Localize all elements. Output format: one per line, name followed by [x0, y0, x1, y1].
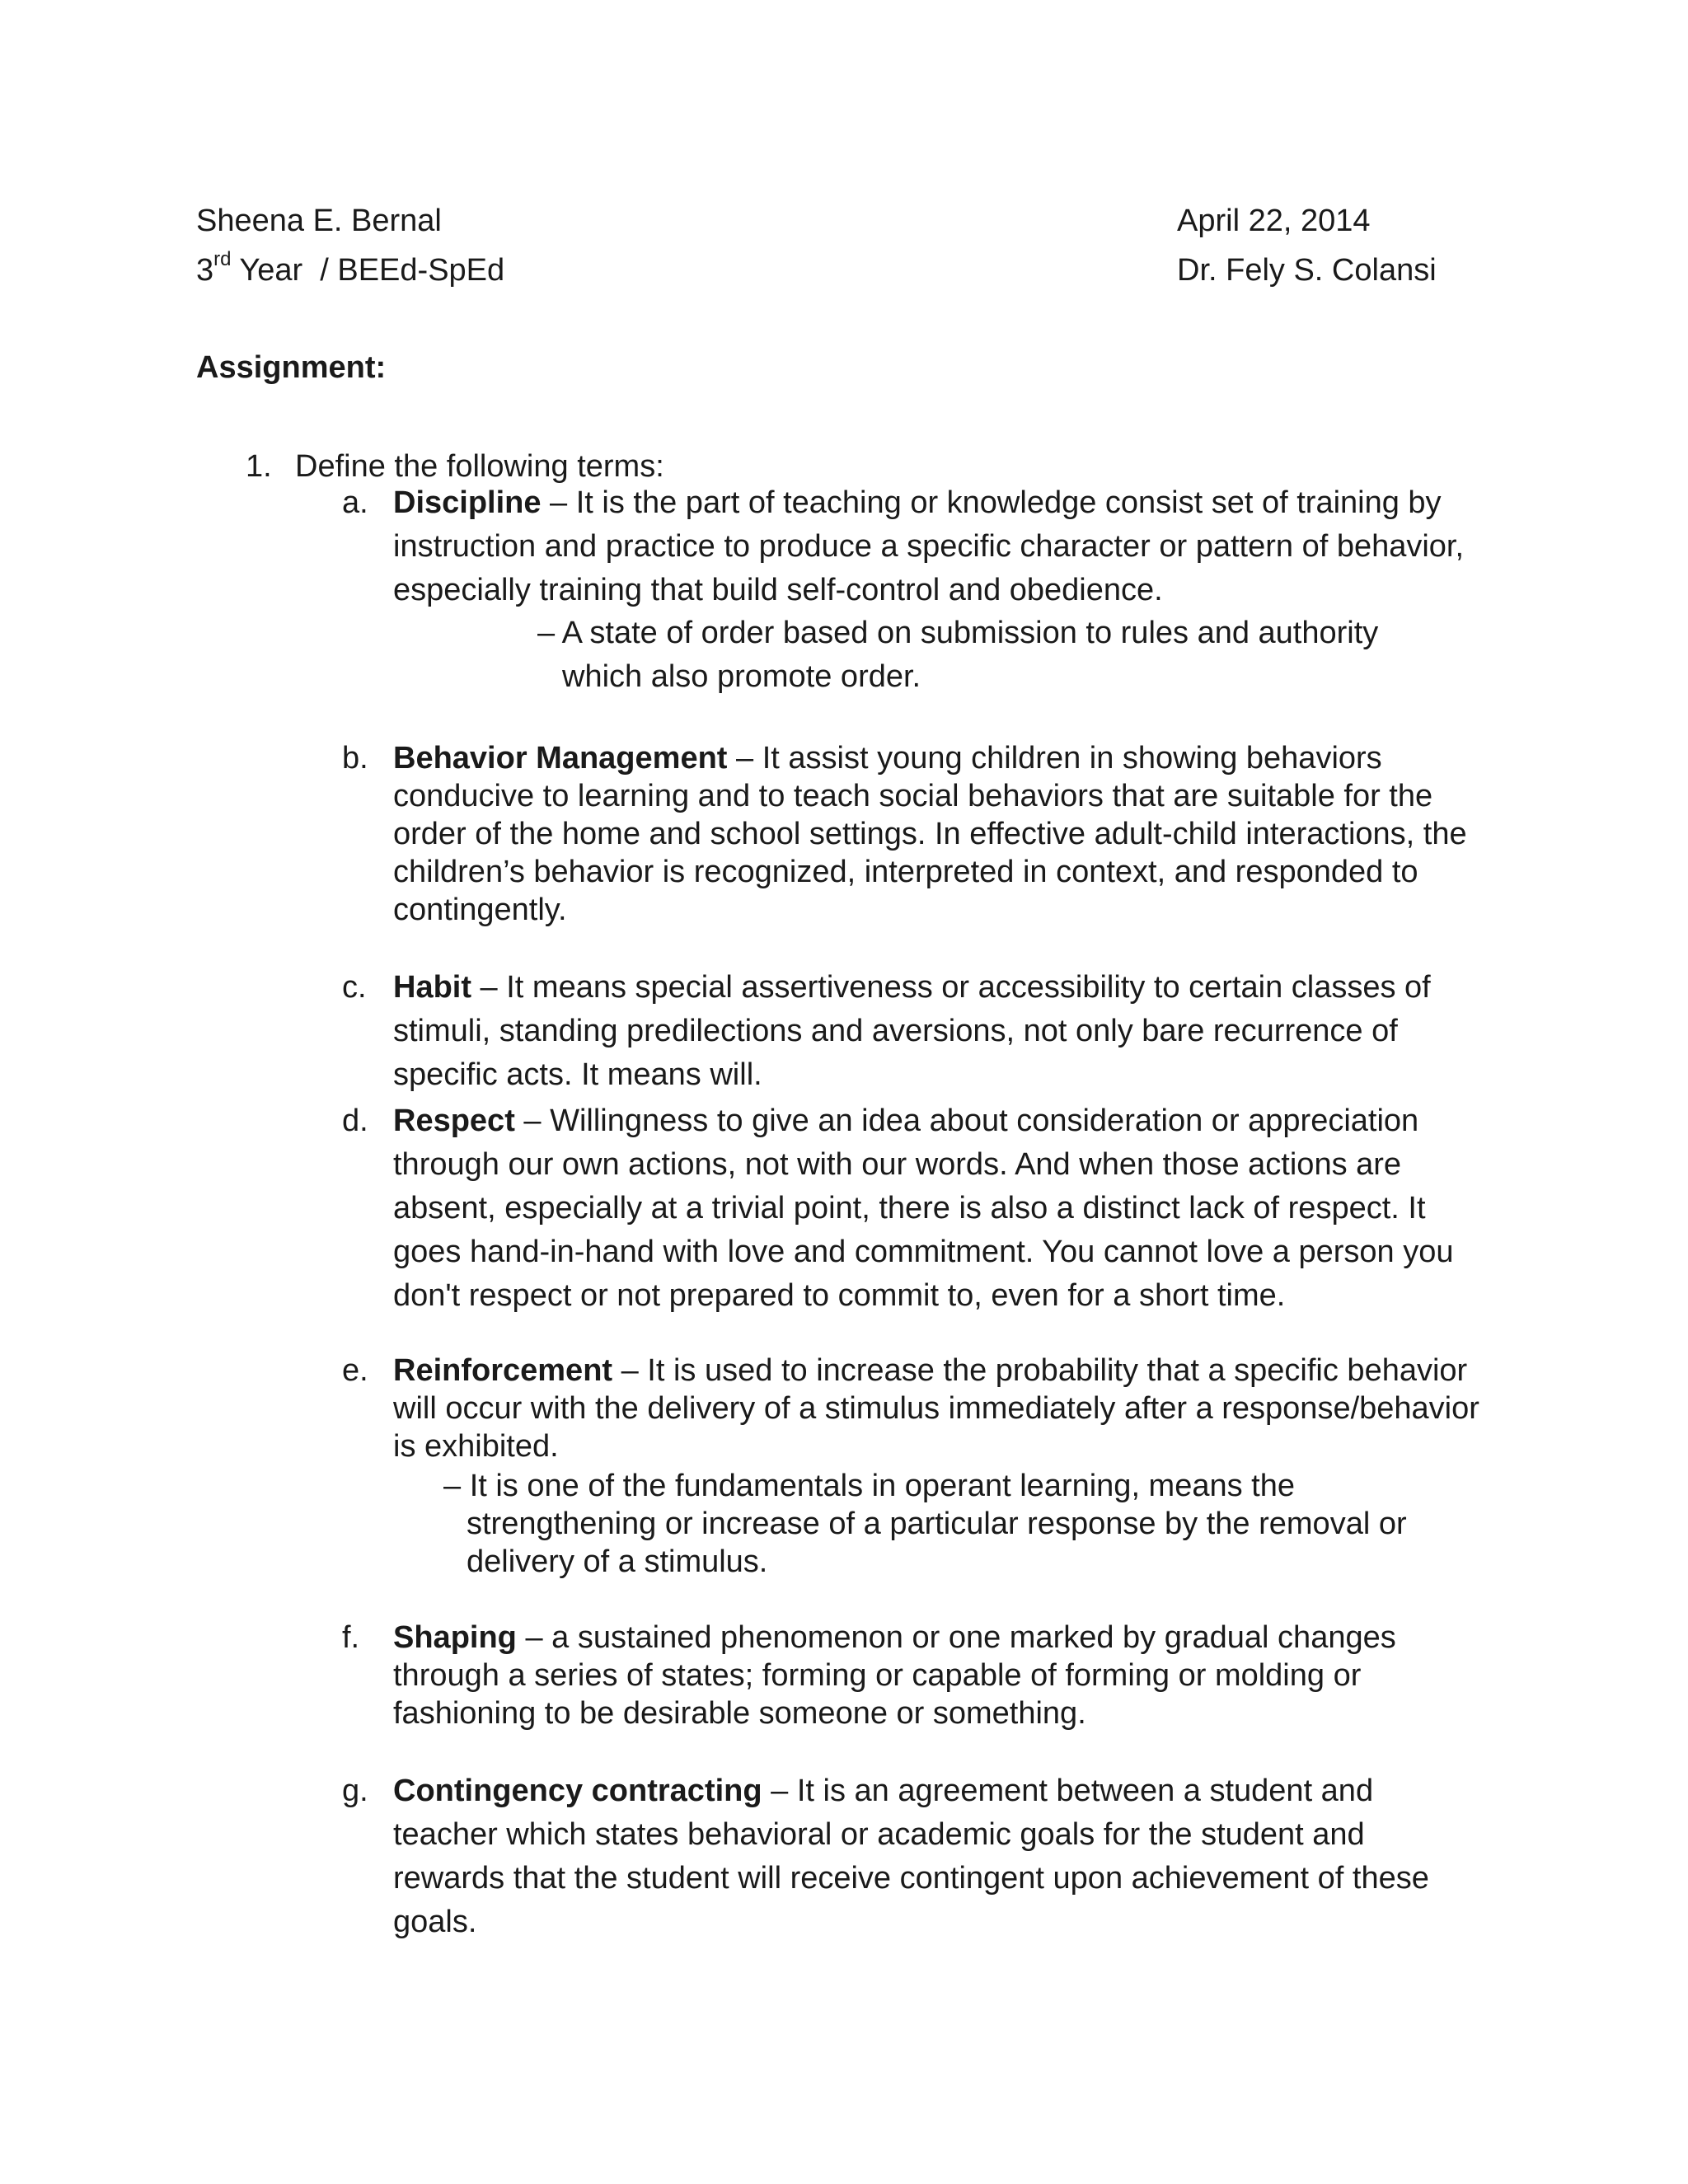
definition-term: Respect	[393, 1104, 515, 1138]
definition-sub-reinforcement: – It is one of the fundamentals in operant learning, means the strengthening or increase of a particular response by the removal or delivery of a stimulus.	[443, 1469, 1407, 1579]
definition-respect	[342, 1099, 1484, 1318]
definition-term: Contingency contracting	[393, 1774, 762, 1808]
definition-term: Reinforcement	[393, 1353, 613, 1388]
definition-reinforcement	[342, 1352, 1484, 1465]
definition-body	[393, 1099, 1484, 1318]
definition-text: – It is an agreement between a student and teacher which states behavioral or academic goals for the student and rewards that the student will receive contingent upon achievement of these goals.	[393, 1774, 1429, 1939]
definition-body	[393, 1769, 1484, 1944]
question-item	[246, 447, 664, 486]
definition-letter: c.	[342, 970, 367, 1005]
definition-body	[393, 1352, 1484, 1465]
definition-letter: b.	[342, 741, 368, 776]
student-name: Sheena E. Bernal	[196, 204, 442, 238]
definition-behavior-management	[342, 739, 1484, 929]
assignment-title: Assignment:	[196, 350, 387, 385]
definition-text: – Willingness to give an idea about consideration or appreciation through our own actions, not with our words. And when those actions are absent, especially at a trivial point, there is also a distinct lack of respect. It goes hand-in-hand with love and commitment. You cannot love a person you don't respect or not prepared to commit to, even for a short time.	[393, 1104, 1454, 1313]
definition-discipline	[342, 481, 1484, 612]
question-number: 1.	[246, 449, 272, 484]
definition-habit	[342, 966, 1484, 1097]
definition-body	[393, 1619, 1484, 1732]
question-text: Define the following terms:	[295, 449, 664, 484]
definition-term: Behavior Management	[393, 741, 728, 776]
assignment-date: April 22, 2014	[1177, 204, 1371, 238]
definition-term: Shaping	[393, 1620, 517, 1655]
definition-letter: f.	[342, 1620, 360, 1655]
definition-shaping	[342, 1619, 1484, 1732]
header-row-2	[196, 248, 1449, 290]
year-suffix: rd	[213, 248, 232, 271]
definition-term: Discipline	[393, 485, 542, 520]
definition-text: – It assist young children in showing behaviors conducive to learning and to teach social behaviors that are suitable for the order of the home and school settings. In effective adult-child interactions, the children’s behavior is recognized, interpreted in context, and responded to contingently.	[393, 741, 1467, 927]
definition-text: – It is the part of teaching or knowledge consist set of training by instruction and practice to produce a specific character or pattern of behavior, especially training that build self-control and obedience.	[393, 485, 1465, 607]
definition-text: – It means special assertiveness or accessibility to certain classes of stimuli, standing predilections and aversions, not only bare recurrence of specific acts. It means will.	[393, 970, 1431, 1092]
header-row-1	[196, 201, 1449, 241]
definition-text: – a sustained phenomenon or one marked by gradual changes through a series of states; forming or capable of forming or molding or fashioning to be desirable someone or something.	[393, 1620, 1396, 1731]
definition-sub-discipline: – A state of order based on submission to rules and authority which also promote order.	[537, 616, 1379, 694]
year-course	[196, 248, 505, 288]
year-number: 3	[196, 253, 214, 288]
definition-letter: e.	[342, 1353, 368, 1388]
definition-term: Habit	[393, 970, 471, 1005]
definition-body	[393, 481, 1484, 612]
definition-body	[393, 966, 1484, 1097]
definition-body	[393, 739, 1484, 929]
definition-letter: a.	[342, 485, 368, 520]
year-course-text: Year / BEEd-SpEd	[231, 253, 505, 288]
professor-name: Dr. Fely S. Colansi	[1177, 253, 1437, 288]
definition-text: – It is used to increase the probability that a specific behavior will occur with the delivery of a stimulus immediately after a response/behavior is exhibited.	[393, 1353, 1479, 1464]
definition-contingency-contracting	[342, 1769, 1484, 1944]
definition-letter: g.	[342, 1774, 368, 1808]
definition-letter: d.	[342, 1104, 368, 1138]
